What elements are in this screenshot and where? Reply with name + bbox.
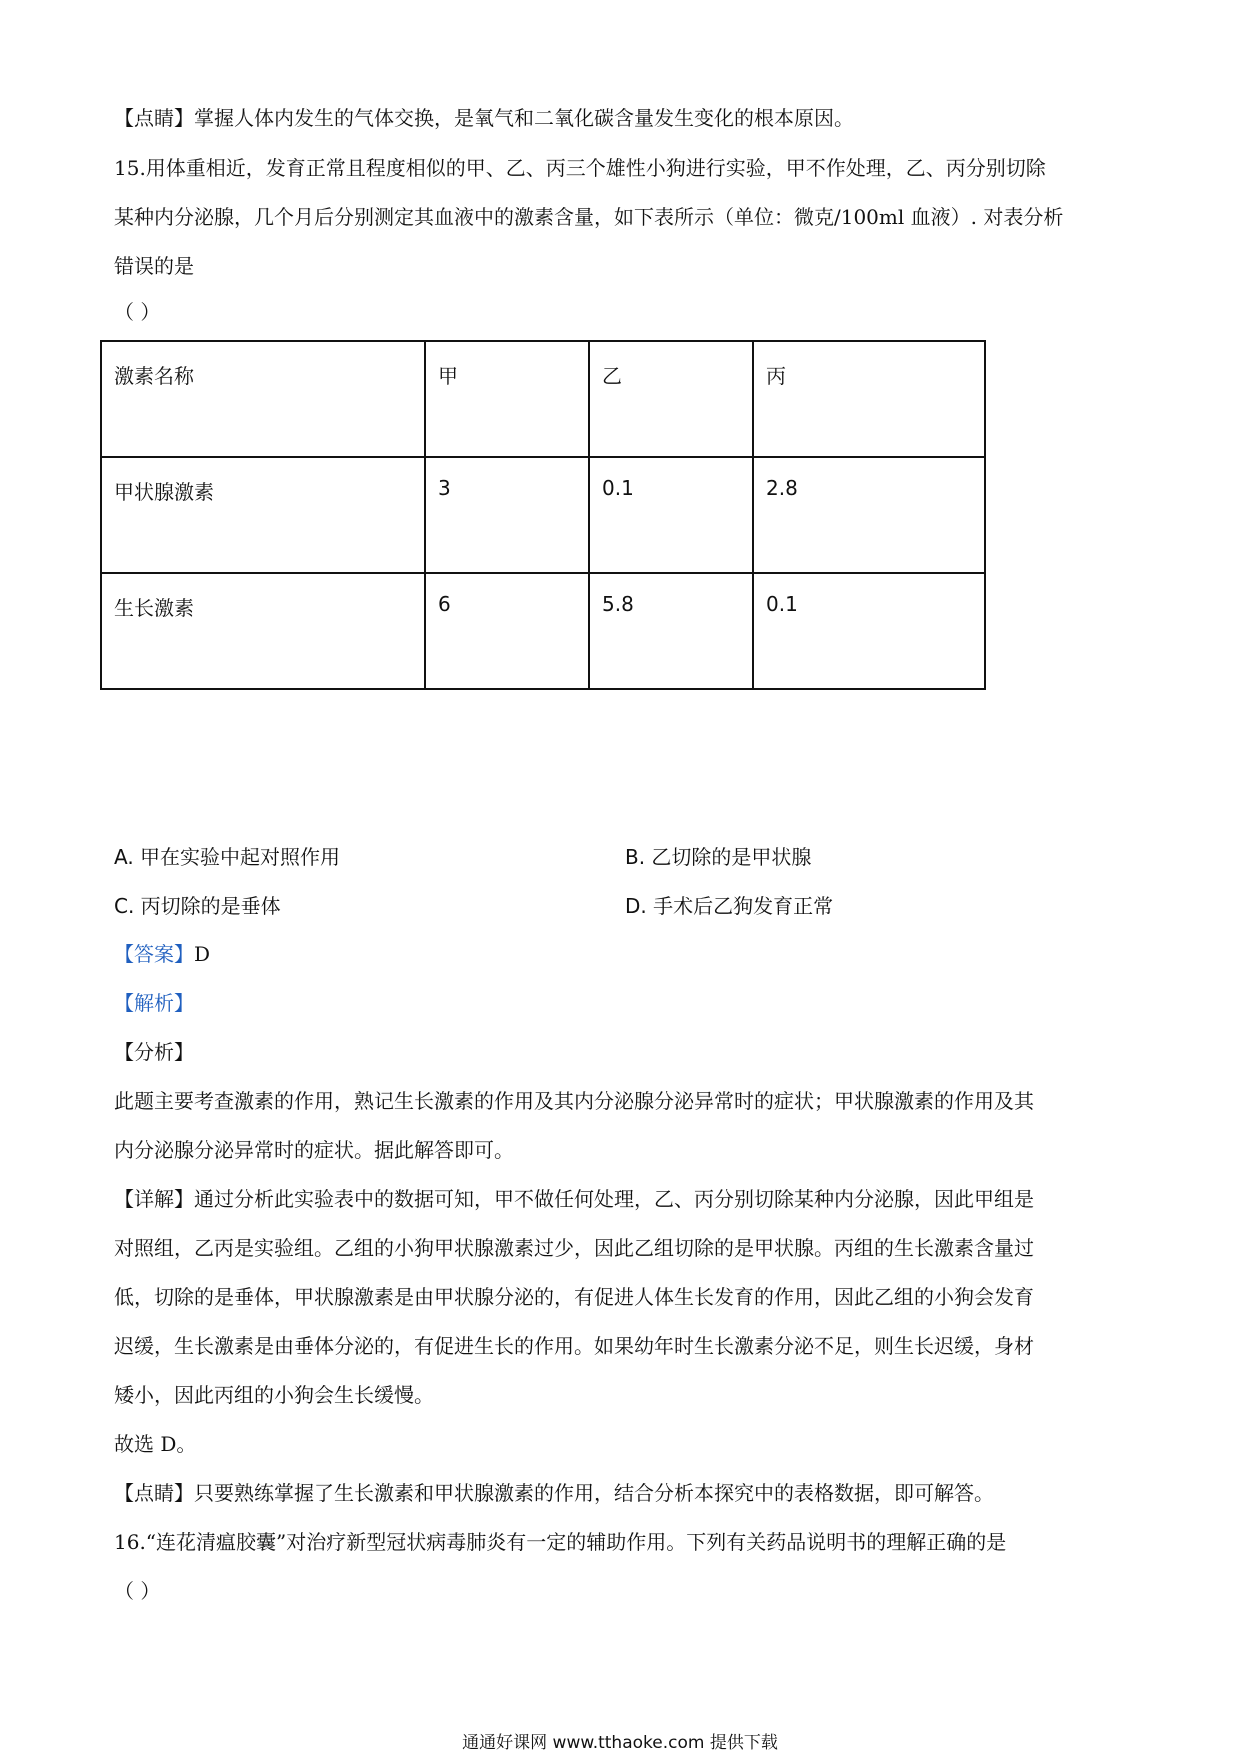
fenxi-line1: 此题主要考查激素的作用，熟记生长激素的作用及其内分泌腺分泌异常时的症状；甲状腺激素的作用及其: [114, 1089, 1034, 1113]
analysis-label: 【解析】: [114, 991, 194, 1015]
option-c: C. 丙切除的是垂体: [114, 894, 281, 918]
option-d: D. 手术后乙狗发育正常: [625, 894, 834, 918]
detail-line1: 【详解】通过分析此实验表中的数据可知，甲不做任何处理，乙、丙分别切除某种内分泌腺，因此甲组是: [114, 1187, 1034, 1211]
q15-stem-line1: 15.用体重相近，发育正常且程度相似的甲、乙、丙三个雄性小狗进行实验，甲不作处理，乙、丙分别切除: [114, 156, 1046, 180]
answer-value: D: [194, 942, 211, 966]
table-cell: 0.1: [753, 573, 985, 689]
q15-stem-line3: 错误的是: [114, 254, 194, 278]
table-header-cell: 激素名称: [101, 341, 425, 457]
q15-stem-line2: 某种内分泌腺，几个月后分别测定其血液中的激素含量，如下表所示（单位：微克/100ml 血液）. 对表分析: [114, 205, 1064, 229]
q14-tip: 【点睛】掌握人体内发生的气体交换，是氧气和二氧化碳含量发生变化的根本原因。: [114, 106, 854, 130]
table-cell: 甲状腺激素: [101, 457, 425, 573]
table-row: [101, 457, 985, 573]
detail-line5: 矮小，因此丙组的小狗会生长缓慢。: [114, 1383, 434, 1407]
table-cell: 2.8: [753, 457, 985, 573]
answer-label: 【答案】: [114, 942, 194, 966]
choose-line: 故选 D。: [114, 1432, 197, 1456]
hormone-table: [100, 340, 986, 690]
table-header-cell: 丙: [753, 341, 985, 457]
table-header-cell: 乙: [589, 341, 753, 457]
q15-tip: 【点睛】只要熟练掌握了生长激素和甲状腺激素的作用，结合分析本探究中的表格数据，即可解答。: [114, 1481, 994, 1505]
detail-line3: 低，切除的是垂体，甲状腺激素是由甲状腺分泌的，有促进人体生长发育的作用，因此乙组的小狗会发育: [114, 1285, 1034, 1309]
q15-answer-paren: （ ）: [114, 300, 161, 324]
fenxi-label: 【分析】: [114, 1040, 194, 1064]
table-row: [101, 573, 985, 689]
detail-line2: 对照组，乙丙是实验组。乙组的小狗甲状腺激素过少，因此乙组切除的是甲状腺。丙组的生长激素含量过: [114, 1236, 1034, 1260]
q16-stem: 16.“连花清瘟胶囊”对治疗新型冠状病毒肺炎有一定的辅助作用。下列有关药品说明书的理解正确的是: [114, 1530, 1007, 1554]
footer-source: 通通好课网 www.tthaoke.com 提供下载: [462, 1733, 778, 1753]
table-cell: 生长激素: [101, 573, 425, 689]
option-a: A. 甲在实验中起对照作用: [114, 845, 341, 869]
answer-line: [114, 940, 1128, 968]
table-cell: 0.1: [589, 457, 753, 573]
fenxi-line2: 内分泌腺分泌异常时的症状。据此解答即可。: [114, 1138, 514, 1162]
q16-answer-paren: （ ）: [114, 1579, 161, 1603]
table-header-cell: 甲: [425, 341, 589, 457]
table-cell: 5.8: [589, 573, 753, 689]
table-header-row: [101, 341, 985, 457]
option-b: B. 乙切除的是甲状腺: [625, 845, 812, 869]
detail-line4: 迟缓，生长激素是由垂体分泌的，有促进生长的作用。如果幼年时生长激素分泌不足，则生长迟缓，身材: [114, 1334, 1034, 1358]
table-cell: 6: [425, 573, 589, 689]
table-cell: 3: [425, 457, 589, 573]
